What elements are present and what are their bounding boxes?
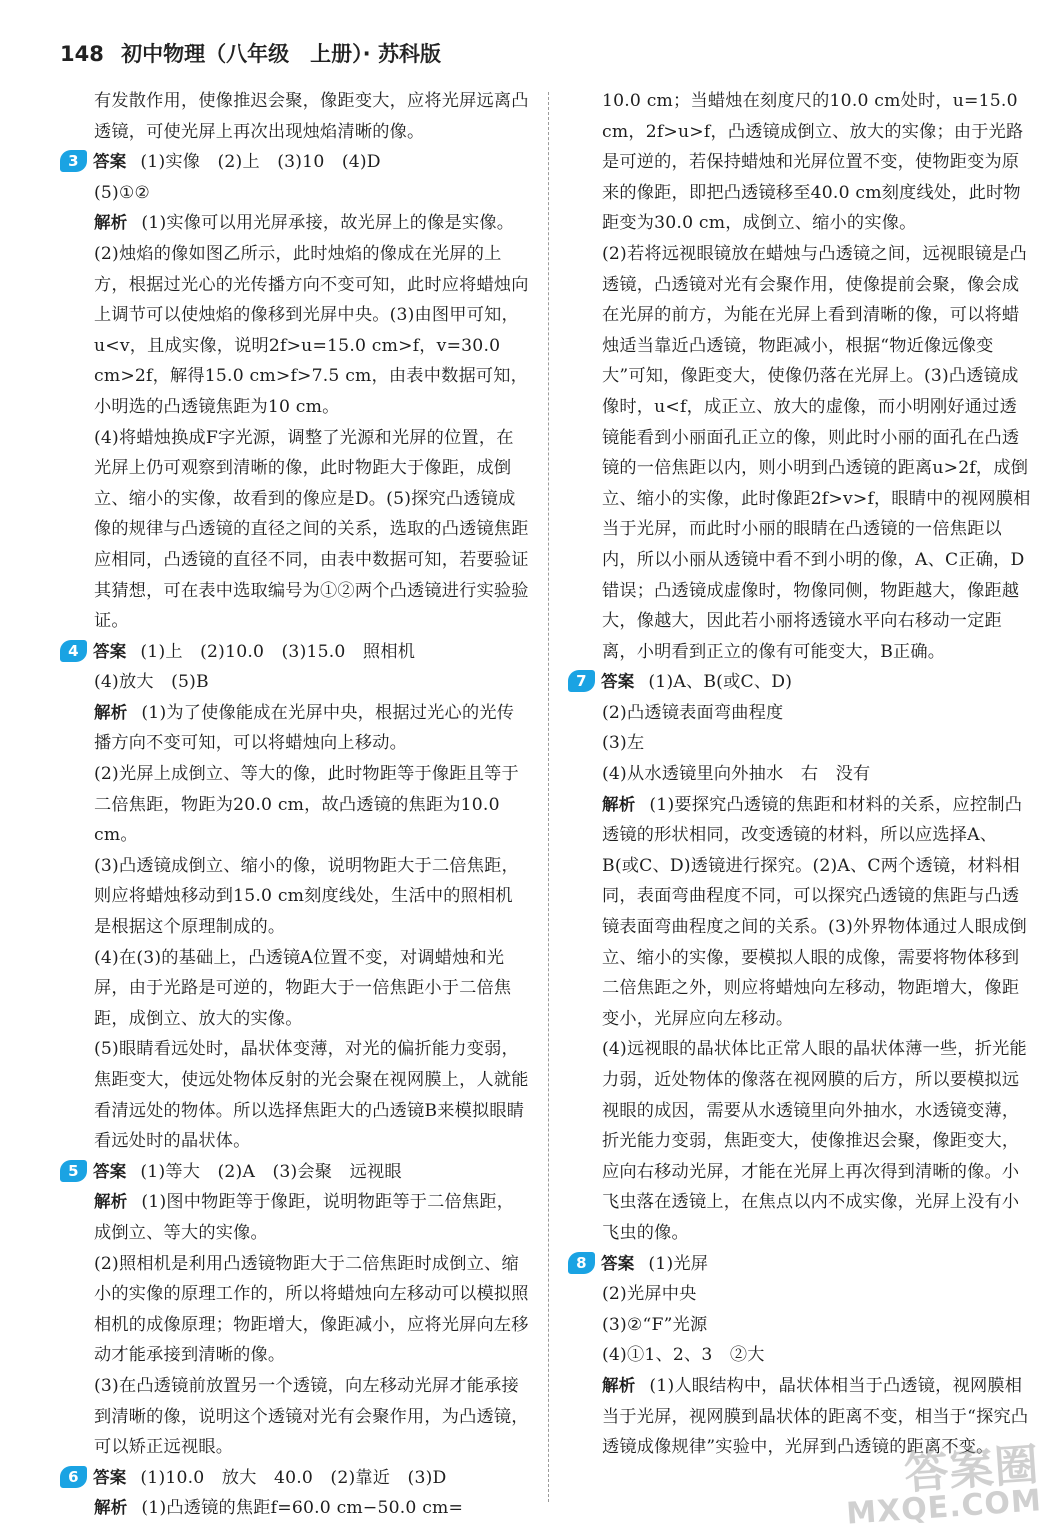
page-header: [60, 38, 441, 68]
left-column: [60, 86, 530, 1524]
answer-tag: 答案: [93, 641, 127, 661]
q6-analysis: [60, 1493, 530, 1524]
q5-analysis-text-1: (1)图中物距等于像距，说明物距等于二倍焦距，成倒立、等大的实像。: [94, 1192, 515, 1243]
question-number-badge: 4: [60, 640, 87, 662]
q4-analysis: [60, 698, 530, 759]
q4-analysis-text-1: (1)为了使像能成在光屏中央，根据过光心的光传播方向不变可知，可以将蜡烛向上移动。: [94, 702, 515, 754]
question-number-badge: 3: [60, 150, 87, 172]
q5-analysis-text-2: (2)照相机是利用凸透镜物距大于二倍焦距时成倒立、缩小的实像的原理工作的，所以将蜡烛向左移动可以模拟照相机的成像原理；物距增大，像距减小，应将光屏向左移动才能承接到清晰的像。: [94, 1253, 529, 1366]
q7-answer-line-2: (2)凸透镜表面弯曲程度: [602, 702, 784, 723]
question-number-badge: 6: [60, 1466, 87, 1488]
q3-analysis-text-2: (4)将蜡烛换成F字光源，调整了光源和光屏的位置，在光屏上仍可观察到清晰的像，此时物距大于像距，成倒立、缩小的实像，故看到的像应是D。(5)探究凸透镜成像的规律与凸透镜的直径之间的关系，选取的凸透镜焦距应相同，凸透镜的直径不同，由表中数据可知，若要验证其猜想，可在表中选取编号为①②两个凸透镜进行实验验证。: [94, 427, 529, 632]
q8-answer-line-3: (3)②“F”光源: [602, 1314, 708, 1335]
column-divider: [548, 92, 549, 1502]
q6-answer-line-1: (1)10.0 放大 40.0 (2)靠近 (3)D: [140, 1467, 447, 1488]
q6-analysis-cont-1: 10.0 cm；当蜡烛在刻度尺的10.0 cm处时，u=15.0 cm，2f>u>f，凸透镜成倒立、放大的实像；由于光路是可逆的，若保持蜡烛和光屏位置不变，使物距变为原来的像距，即把凸透镜移至40.0 cm刻度线处，此时物距变为30.0 cm，成倒立、缩小的实像。: [602, 91, 1024, 234]
analysis-tag: 解析: [94, 1498, 128, 1518]
watermark-url: MXQE.COM: [845, 1483, 1044, 1532]
q4-analysis-text-4: (4)在(3)的基础上，凸透镜A位置不变，对调蜡烛和光屏，由于光路是可逆的，物距大于一倍焦距小于二倍焦距，成倒立、放大的实像。: [94, 947, 512, 1029]
q7-answer-line-1: (1)A、B(或C、D): [648, 672, 793, 693]
q3-analysis-text-1: (1)实像可以用光屏承接，故光屏上的像是实像。(2)烛焰的像如图乙所示，此时烛焰的像成在光屏的上方，根据过光心的光传播方向不变可知，此时应将蜡烛向上调节可以使烛焰的像移到光屏中央。(3)由图甲可知，u<v，且成实像，说明2f>u=15.0 cm>f，v=30.0 cm>2f，解得15.0 cm>f>7.5 cm，由表中数据可知，小明选的凸透镜焦距为10 cm。: [94, 213, 529, 417]
q4-answer-line-2: (4)放大 (5)B: [94, 672, 209, 693]
q8-analysis-text-1: (1)人眼结构中，晶状体相当于凸透镜，视网膜相当于光屏，视网膜到晶状体的距离不变，相当于“探究凸透镜成像规律”实验中，光屏到凸透镜的距离不变。: [602, 1375, 1029, 1458]
q3-answer-line-2: (5)①②: [94, 182, 151, 203]
q6-answer: [60, 1463, 530, 1494]
q4-answer: [60, 637, 530, 668]
intro-text: 有发散作用，使像推迟会聚，像距变大，应将光屏远离凸透镜，可使光屏上再次出现烛焰清晰的像。: [94, 91, 529, 142]
q3-answer-line-1: (1)实像 (2)上 (3)10 (4)D: [140, 152, 381, 173]
book-title: 初中物理（八年级 上册）· 苏科版: [121, 42, 441, 66]
q8-answer-line-4: (4)①1、2、3 ②大: [602, 1345, 765, 1366]
q7-analysis-text-1: (1)要探究凸透镜的焦距和材料的关系，应控制凸透镜的形状相同，改变透镜的材料，所以应选择A、B(或C、D)透镜进行探究。(2)A、C两个透镜，材料相同，表面弯曲程度不同，可以探究凸透镜的焦距与凸透镜表面弯曲程度之间的关系。(3)外界物体通过人眼成倒立、缩小的实像，要模拟人眼的成像，需要将物体移到二倍焦距之外，则应将蜡烛向左移动，物距增大，像距变小，光屏应向左移动。: [602, 794, 1027, 1029]
answer-tag: 答案: [93, 1467, 127, 1487]
q8-answer-line-1: (1)光屏: [648, 1253, 709, 1274]
q7-answer: [568, 667, 1034, 698]
question-number-badge: 7: [568, 670, 595, 692]
q3-analysis: [60, 208, 530, 422]
q7-answer-line-4: (4)从水透镜里向外抽水 右 没有: [602, 764, 871, 785]
q4-answer-line-1: (1)上 (2)10.0 (3)15.0 照相机: [140, 641, 416, 662]
q5-answer-line-1: (1)等大 (2)A (3)会聚 远视眼: [140, 1161, 402, 1182]
q3-answer: [60, 147, 530, 178]
analysis-tag: 解析: [602, 1375, 636, 1395]
right-column: [568, 86, 1034, 1463]
q5-analysis-text-3: (3)在凸透镜前放置另一个透镜，向左移动光屏才能承接到清晰的像，说明这个透镜对光有会聚作用，为凸透镜，可以矫正远视眼。: [94, 1375, 529, 1458]
question-number-badge: 8: [568, 1252, 595, 1274]
q6-analysis-cont-2: (2)若将远视眼镜放在蜡烛与凸透镜之间，远视眼镜是凸透镜，凸透镜对光有会聚作用，使像提前会聚，像会成在光屏的前方，为能在光屏上看到清晰的像，可以将蜡烛适当靠近凸透镜，物距减小，根据“物近像远像变大”可知，像距变大，使像仍落在光屏上。(3)凸透镜成像时，u<f，成正立、放大的虚像，而小明刚好通过透镜能看到小丽面孔正立的像，则此时小丽的面孔在凸透镜的一倍焦距以内，则小明到凸透镜的距离u>2f，成倒立、缩小的实像，此时像距2f>v>f，眼睛中的视网膜相当于光屏，而此时小丽的眼睛在凸透镜的一倍焦距以内，所以小丽从透镜中看不到小明的像，A、C正确，D错误；凸透镜成虚像时，物像同侧，物距越大，像距越大，像越大，因此若小丽将透镜水平向右移动一定距离，小明看到正立的像有可能变大，B正确。: [602, 243, 1031, 662]
q4-analysis-text-3: (3)凸透镜成倒立、缩小的像，说明物距大于二倍焦距，则应将蜡烛移动到15.0 cm刻度线处，生活中的照相机是根据这个原理制成的。: [94, 855, 519, 938]
question-number-badge: 5: [60, 1160, 87, 1182]
answer-tag: 答案: [601, 1253, 635, 1273]
answer-tag: 答案: [93, 1161, 127, 1181]
q4-analysis-text-2: (2)光屏上成倒立、等大的像，此时物距等于像距且等于二倍焦距，物距为20.0 cm，故凸透镜的焦距为10.0 cm。: [94, 764, 519, 846]
page-number: 148: [60, 42, 104, 66]
q8-answer: [568, 1249, 1034, 1280]
analysis-tag: 解析: [94, 702, 128, 722]
q4-analysis-text-5: (5)眼睛看远处时，晶状体变薄，对光的偏折能力变弱，焦距变大，使远处物体反射的光会聚在视网膜上，人就能看清远处的物体。所以选择焦距大的凸透镜B来模拟眼睛看远处时的晶状体。: [94, 1039, 529, 1152]
analysis-tag: 解析: [602, 794, 636, 814]
q6-analysis-text-1: (1)凸透镜的焦距f=60.0 cm−50.0 cm=: [141, 1498, 464, 1519]
q7-answer-line-3: (3)左: [602, 733, 645, 754]
watermark-logo-text: 答案圈: [903, 1439, 1042, 1500]
q8-answer-line-2: (2)光屏中央: [602, 1284, 697, 1305]
analysis-tag: 解析: [94, 1192, 128, 1212]
answer-tag: 答案: [601, 672, 635, 692]
analysis-tag: 解析: [94, 213, 128, 233]
watermark: [843, 1439, 1044, 1532]
q7-analysis: [568, 790, 1034, 1035]
q5-analysis: [60, 1187, 530, 1248]
q5-answer: [60, 1157, 530, 1188]
q7-analysis-text-2: (4)远视眼的晶状体比正常人眼的晶状体薄一些，折光能力弱，近处物体的像落在视网膜的后方，所以要模拟远视眼的成因，需要从水透镜里向外抽水，水透镜变薄，折光能力变弱，焦距变大，使像推迟会聚，像距变大，应向右移动光屏，才能在光屏上再次得到清晰的像。小飞虫落在透镜上，在焦点以内不成实像，光屏上没有小飞虫的像。: [602, 1039, 1027, 1243]
answer-tag: 答案: [93, 152, 127, 172]
